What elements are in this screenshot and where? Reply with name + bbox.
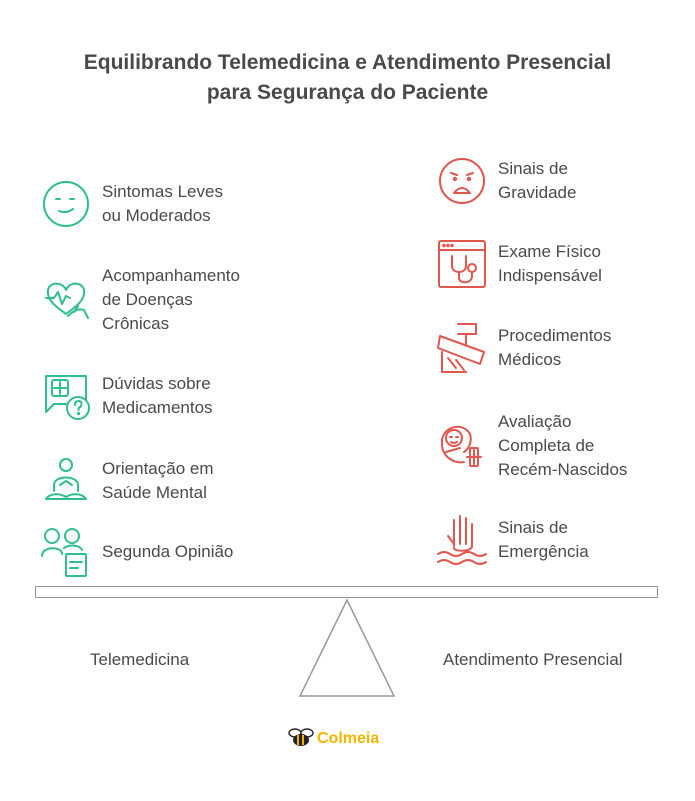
left-item-line: Crônicas <box>102 314 170 333</box>
left-item-line: Medicamentos <box>102 398 213 417</box>
medication-question-icon <box>40 370 92 422</box>
heart-hand-icon <box>40 272 92 324</box>
right-item-line: Exame Físico <box>498 242 601 261</box>
in-person-care-label: Atendimento Presencial <box>443 650 623 669</box>
scale-fulcrum <box>297 598 397 698</box>
title-line-2: para Segurança do Paciente <box>206 81 489 104</box>
left-item-line: Acompanhamento <box>102 266 240 285</box>
left-item-line: ou Moderados <box>102 206 211 225</box>
telemedicine-label: Telemedicina <box>90 650 190 669</box>
left-item-line: Saúde Mental <box>102 483 207 502</box>
scale-beam <box>35 586 658 598</box>
distressed-face-icon <box>436 155 488 207</box>
brand-logo <box>288 727 379 751</box>
right-item-line: Recém-Nascidos <box>498 460 628 479</box>
bandaged-limb-icon <box>436 322 488 374</box>
right-item-line: Avaliação <box>498 412 572 431</box>
left-item-line: Dúvidas sobre <box>102 374 211 393</box>
right-item-line: Emergência <box>498 542 589 561</box>
left-item-line: Segunda Opinião <box>102 542 234 561</box>
right-item-line: Indispensável <box>498 266 602 285</box>
right-item-line: Sinais de <box>498 518 568 537</box>
title-line-1: Equilibrando Telemedicina e Atendimento Presencial <box>83 51 612 74</box>
right-item-line: Completa de <box>498 436 595 455</box>
bee-icon <box>288 727 314 752</box>
diagram-title <box>0 48 695 108</box>
left-item-line: Orientação em <box>102 459 214 478</box>
brand-name: Colmeia <box>317 730 380 747</box>
second-opinion-icon <box>40 526 92 578</box>
drowning-hand-icon <box>436 514 488 566</box>
mild-symptoms-face-icon <box>40 178 92 230</box>
right-item-line: Sinais de <box>498 159 568 178</box>
left-item-line: de Doenças <box>102 290 193 309</box>
right-item-line: Médicos <box>498 350 562 369</box>
right-item-line: Gravidade <box>498 183 577 202</box>
meditation-person-icon <box>40 455 92 507</box>
stethoscope-screen-icon <box>436 238 488 290</box>
right-item-line: Procedimentos <box>498 326 612 345</box>
left-item-line: Sintomas Leves <box>102 182 223 201</box>
newborn-plus-icon <box>436 418 488 470</box>
